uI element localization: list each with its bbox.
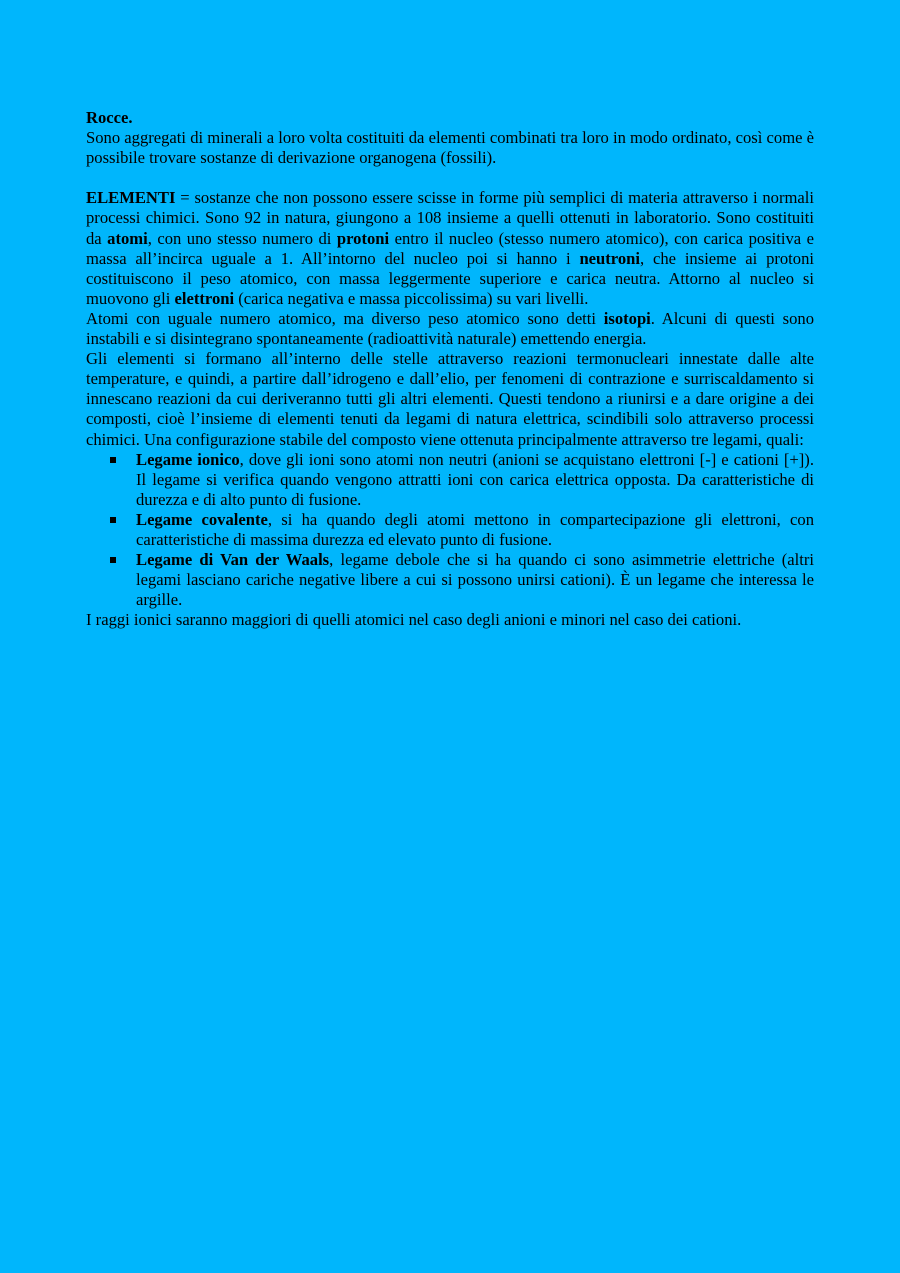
atomi-term: atomi (107, 228, 148, 248)
isotopi-paragraph: Atomi con uguale numero atomico, ma diverso peso atomico sono detti isotopi. Alcuni di questi sono instabili e si disintegrano spontaneamente (radioattività naturale) emettendo energia. (86, 308, 814, 349)
bond-list (86, 450, 814, 611)
elettroni-term: elettroni (174, 288, 235, 308)
intro-paragraph: Sono aggregati di minerali a loro volta costituiti da elementi combinati tra loro in modo ordinato, così come è possibile trovare sostanze di derivazione organogena (fossili). (86, 128, 814, 168)
conclusion-paragraph: I raggi ionici saranno maggiori di quelli atomici nel caso degli anioni e minori nel caso dei cationi. (86, 610, 742, 630)
elementi-paragraph: ELEMENTI = sostanze che non possono essere scisse in forme più semplici di materia attraverso i normali processi chimici. Sono 92 in natura, giungono a 108 insieme a quelli ottenuti in laboratorio. Sono costituiti da atomi, con uno stesso numero di protoni entro il nucleo (stesso numero atomico), con carica positiva e massa all’incirca uguale a 1. All’intorno del nucleo poi si hanno i neutroni, che insieme ai protoni costituiscono il peso atomico, con massa leggermente superiore e carica neutra. Attorno al nucleo si muovono gli elettroni (carica negativa e massa piccolissima) su vari livelli. (86, 188, 814, 308)
formation-paragraph: Gli elementi si formano all’interno delle stelle attraverso reazioni termonucleari innestate dalle alte temperature, e quindi, a partire dall’idrogeno e dall’elio, per fenomeni di contrazione e surriscaldamento si innescano reazioni da cui deriveranno tutti gli altri elementi. Questi tendono a riunirsi e a dare origine a dei composti, cioè l’insieme di elementi tenuti da legami di natura elettrica, scindibili solo attraverso processi chimici. Una configurazione stabile del composto viene ottenuta principalmente attraverso tre legami, quali: (86, 349, 814, 449)
list-item-legame-covalente: Legame covalente, si ha quando degli atomi mettono in compartecipazione gli elettroni, con caratteristiche di massima durezza ed elevato punto di fusione. (86, 510, 814, 550)
square-bullet-icon (110, 517, 116, 523)
elementi-term: ELEMENTI (86, 188, 176, 208)
isotopi-term: isotopi (603, 308, 651, 328)
bond-term: Legame di Van der Waals (136, 550, 330, 570)
square-bullet-icon (110, 557, 116, 563)
protoni-term: protoni (336, 228, 390, 248)
section-title: Rocce. (86, 108, 133, 127)
neutroni-term: neutroni (579, 248, 640, 268)
document-page (86, 108, 814, 630)
paragraph-spacer (86, 168, 814, 188)
bond-term: Legame ionico (136, 449, 240, 469)
bond-term: Legame covalente (136, 509, 268, 529)
square-bullet-icon (110, 457, 116, 463)
list-item-legame-ionico: Legame ionico, dove gli ioni sono atomi non neutri (anioni se acquistano elettroni [-] e cationi [+]). Il legame si verifica quando vengono attratti ioni con carica elettrica opposta. Da caratteristiche di durezza e di alto punto di fusione. (86, 450, 814, 510)
list-item-legame-van-der-waals: Legame di Van der Waals, legame debole che si ha quando ci sono asimmetrie elettriche (altri legami lasciano cariche negative libere a cui si possono unirsi cationi). È un legame che interessa le argille. (86, 550, 814, 610)
